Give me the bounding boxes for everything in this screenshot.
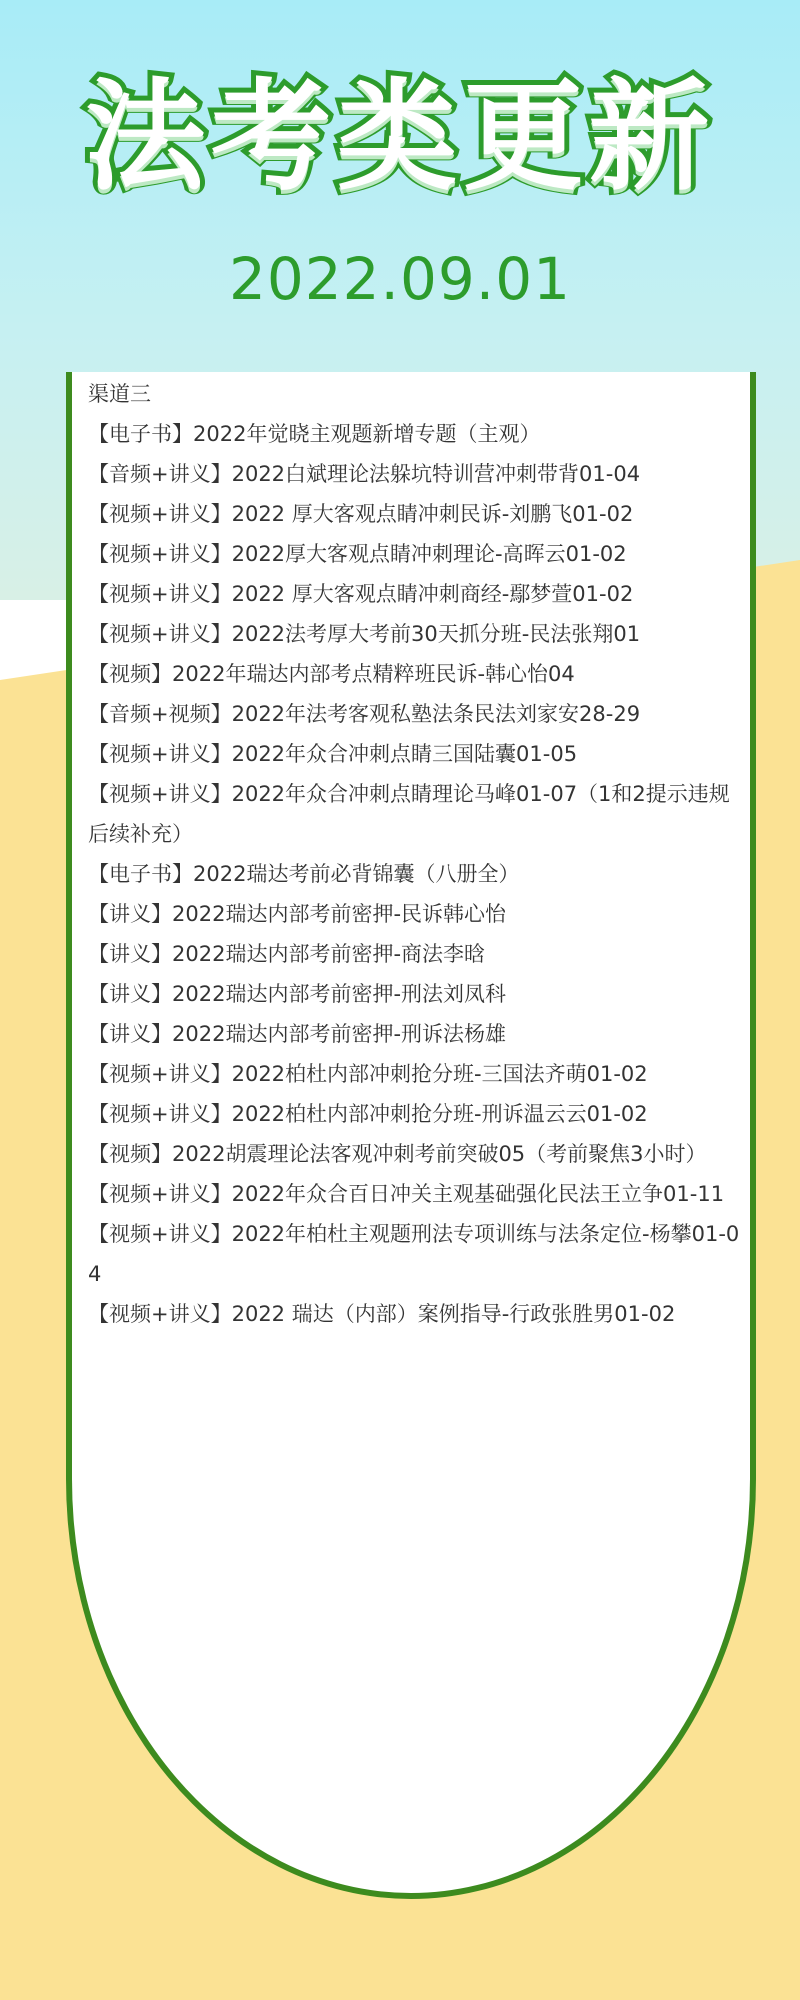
list-item: 【视频+讲义】2022 厚大客观点睛冲刺民诉-刘鹏飞01-02 bbox=[88, 502, 634, 526]
list-item: 【电子书】2022年觉晓主观题新增专题（主观） bbox=[88, 422, 541, 446]
list-item: 【视频+讲义】2022法考厚大考前30天抓分班-民法张翔01 bbox=[88, 622, 641, 646]
list-item: 【讲义】2022瑞达内部考前密押-商法李晗 bbox=[88, 942, 486, 966]
list-item: 【音频+讲义】2022白斌理论法躲坑特训营冲刺带背01-04 bbox=[88, 462, 641, 486]
list-item: 【视频+讲义】2022 厚大客观点睛冲刺商经-鄢梦萱01-02 bbox=[88, 582, 634, 606]
page-title: 法考类更新 bbox=[85, 68, 715, 207]
list-item: 【视频+讲义】2022年众合百日冲关主观基础强化民法王立争01-11 bbox=[88, 1182, 725, 1206]
content-list bbox=[88, 374, 748, 1334]
list-item: 【音频+视频】2022年法考客观私塾法条民法刘家安28-29 bbox=[88, 702, 641, 726]
list-item: 【视频+讲义】2022柏杜内部冲刺抢分班-三国法齐萌01-02 bbox=[88, 1062, 648, 1086]
list-item: 【讲义】2022瑞达内部考前密押-刑诉法杨雄 bbox=[88, 1022, 507, 1046]
list-item: 【电子书】2022瑞达考前必背锦囊（八册全） bbox=[88, 862, 520, 886]
list-item: 【视频】2022胡震理论法客观冲刺考前突破05（考前聚焦3小时） bbox=[88, 1142, 707, 1166]
channel-label: 渠道三 bbox=[88, 382, 151, 406]
list-item: 【视频+讲义】2022年柏杜主观题刑法专项训练与法条定位-杨攀01-04 bbox=[88, 1222, 740, 1286]
list-item: 【讲义】2022瑞达内部考前密押-民诉韩心怡 bbox=[88, 902, 507, 926]
page-date: 2022.09.01 bbox=[228, 245, 572, 313]
list-item: 【视频+讲义】2022 瑞达（内部）案例指导-行政张胜男01-02 bbox=[88, 1302, 676, 1326]
list-item: 【视频+讲义】2022年众合冲刺点睛三国陆囊01-05 bbox=[88, 742, 578, 766]
list-item: 【视频+讲义】2022年众合冲刺点睛理论马峰01-07（1和2提示违规后续补充） bbox=[88, 782, 730, 846]
list-item: 【视频】2022年瑞达内部考点精粹班民诉-韩心怡04 bbox=[88, 662, 575, 686]
list-item: 【讲义】2022瑞达内部考前密押-刑法刘凤科 bbox=[88, 982, 507, 1006]
list-item: 【视频+讲义】2022柏杜内部冲刺抢分班-刑诉温云云01-02 bbox=[88, 1102, 648, 1126]
list-item: 【视频+讲义】2022厚大客观点睛冲刺理论-高晖云01-02 bbox=[88, 542, 627, 566]
